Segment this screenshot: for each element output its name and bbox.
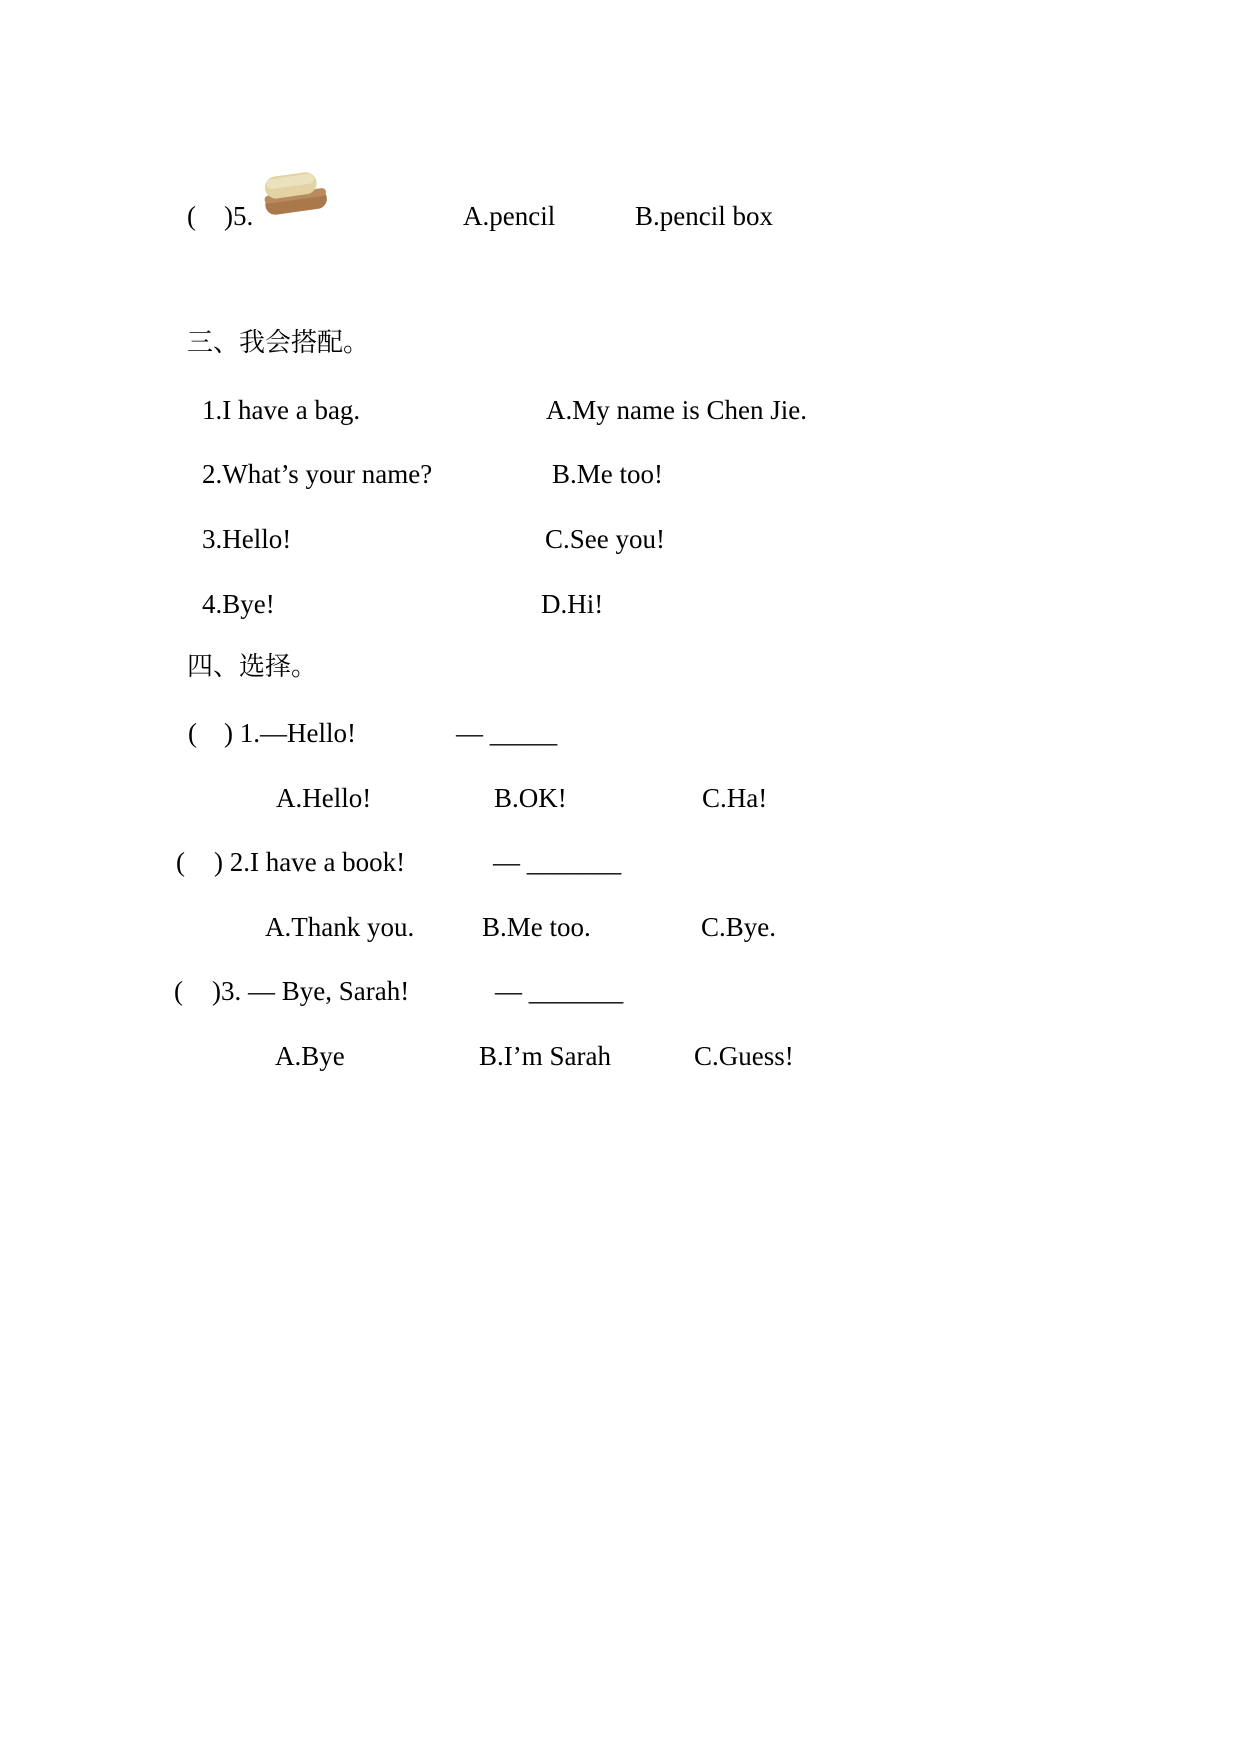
q5-answer-paren: (	[187, 201, 196, 231]
question-answer-blank: — _______	[495, 976, 624, 1006]
question-stem: )3. — Bye, Sarah!	[212, 976, 410, 1006]
question-answer-blank: — _______	[493, 847, 622, 877]
question-stem: ) 2.I have a book!	[214, 847, 406, 877]
choice-option: C.Ha!	[702, 783, 768, 813]
pencil-box-icon	[258, 166, 330, 222]
match-left-item: 4.Bye!	[202, 589, 275, 619]
choice-option: A.Bye	[275, 1041, 345, 1071]
choice-option: C.Guess!	[694, 1041, 794, 1071]
choice-option: B.I’m Sarah	[479, 1041, 611, 1071]
choice-option: B.Me too.	[482, 912, 591, 942]
section3-title: 三、我会搭配。	[187, 328, 370, 358]
q5-option-b: B.pencil box	[635, 201, 773, 231]
choice-option: A.Thank you.	[265, 912, 415, 942]
question-stem: ) 1.—Hello!	[224, 718, 356, 748]
question-answer-paren: (	[174, 976, 183, 1006]
question-answer-paren: (	[188, 718, 197, 748]
match-left-item: 1.I have a bag.	[202, 395, 361, 425]
match-right-item: B.Me too!	[552, 459, 663, 489]
match-left-item: 2.What’s your name?	[202, 459, 433, 489]
choice-option: A.Hello!	[276, 783, 372, 813]
match-left-item: 3.Hello!	[202, 524, 292, 554]
match-right-item: A.My name is Chen Jie.	[546, 395, 807, 425]
match-right-item: C.See you!	[545, 524, 665, 554]
section4-title: 四、选择。	[187, 652, 318, 682]
choice-option: C.Bye.	[701, 912, 777, 942]
question-answer-blank: — _____	[456, 718, 558, 748]
q5-option-a: A.pencil	[463, 201, 556, 231]
question-answer-paren: (	[176, 847, 185, 877]
match-right-item: D.Hi!	[541, 589, 604, 619]
q5-number: )5.	[224, 201, 254, 231]
choice-option: B.OK!	[494, 783, 567, 813]
